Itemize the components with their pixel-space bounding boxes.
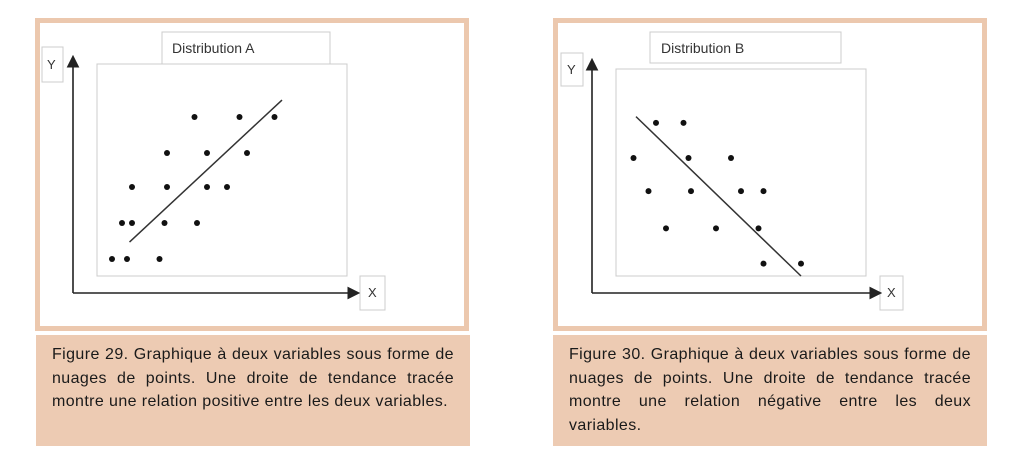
y-axis-label-b: Y [567,62,576,77]
data-point [164,150,170,156]
data-point [109,256,115,262]
data-point [761,188,767,194]
data-point [164,184,170,190]
data-point [738,188,744,194]
figure-29-caption: Figure 29. Graphique à deux variables sous forme de nuages de points. Une droite de tendance tracée montre une relation positive entre les deux variables. [36,335,470,446]
y-axis-label-a: Y [47,57,56,72]
data-point [237,114,243,120]
data-point [224,184,230,190]
data-point [157,256,163,262]
chart-b [561,32,903,310]
data-point [631,155,637,161]
plot-area-b [616,69,866,276]
data-point [129,184,135,190]
chart-a [42,32,385,310]
data-point [244,150,250,156]
data-point [129,220,135,226]
data-point [663,225,669,231]
plot-area-a [97,64,347,276]
data-point [756,225,762,231]
x-axis-label-b: X [887,285,896,300]
data-point [688,188,694,194]
chart-title-a: Distribution A [172,40,255,56]
data-point [681,120,687,126]
data-point [686,155,692,161]
data-point [194,220,200,226]
data-point [798,261,804,267]
data-point [653,120,659,126]
data-point [204,150,210,156]
figure-30-caption: Figure 30. Graphique à deux variables sous forme de nuages de points. Une droite de tendance tracée montre une relation négative entre les deux variables. [553,335,987,446]
data-point [728,155,734,161]
x-axis-label-a: X [368,285,377,300]
chart-title-b: Distribution B [661,40,745,56]
data-point [119,220,125,226]
data-point [646,188,652,194]
data-point [713,225,719,231]
data-point [272,114,278,120]
data-point [192,114,198,120]
data-point [761,261,767,267]
data-point [162,220,168,226]
data-point [124,256,130,262]
data-point [204,184,210,190]
